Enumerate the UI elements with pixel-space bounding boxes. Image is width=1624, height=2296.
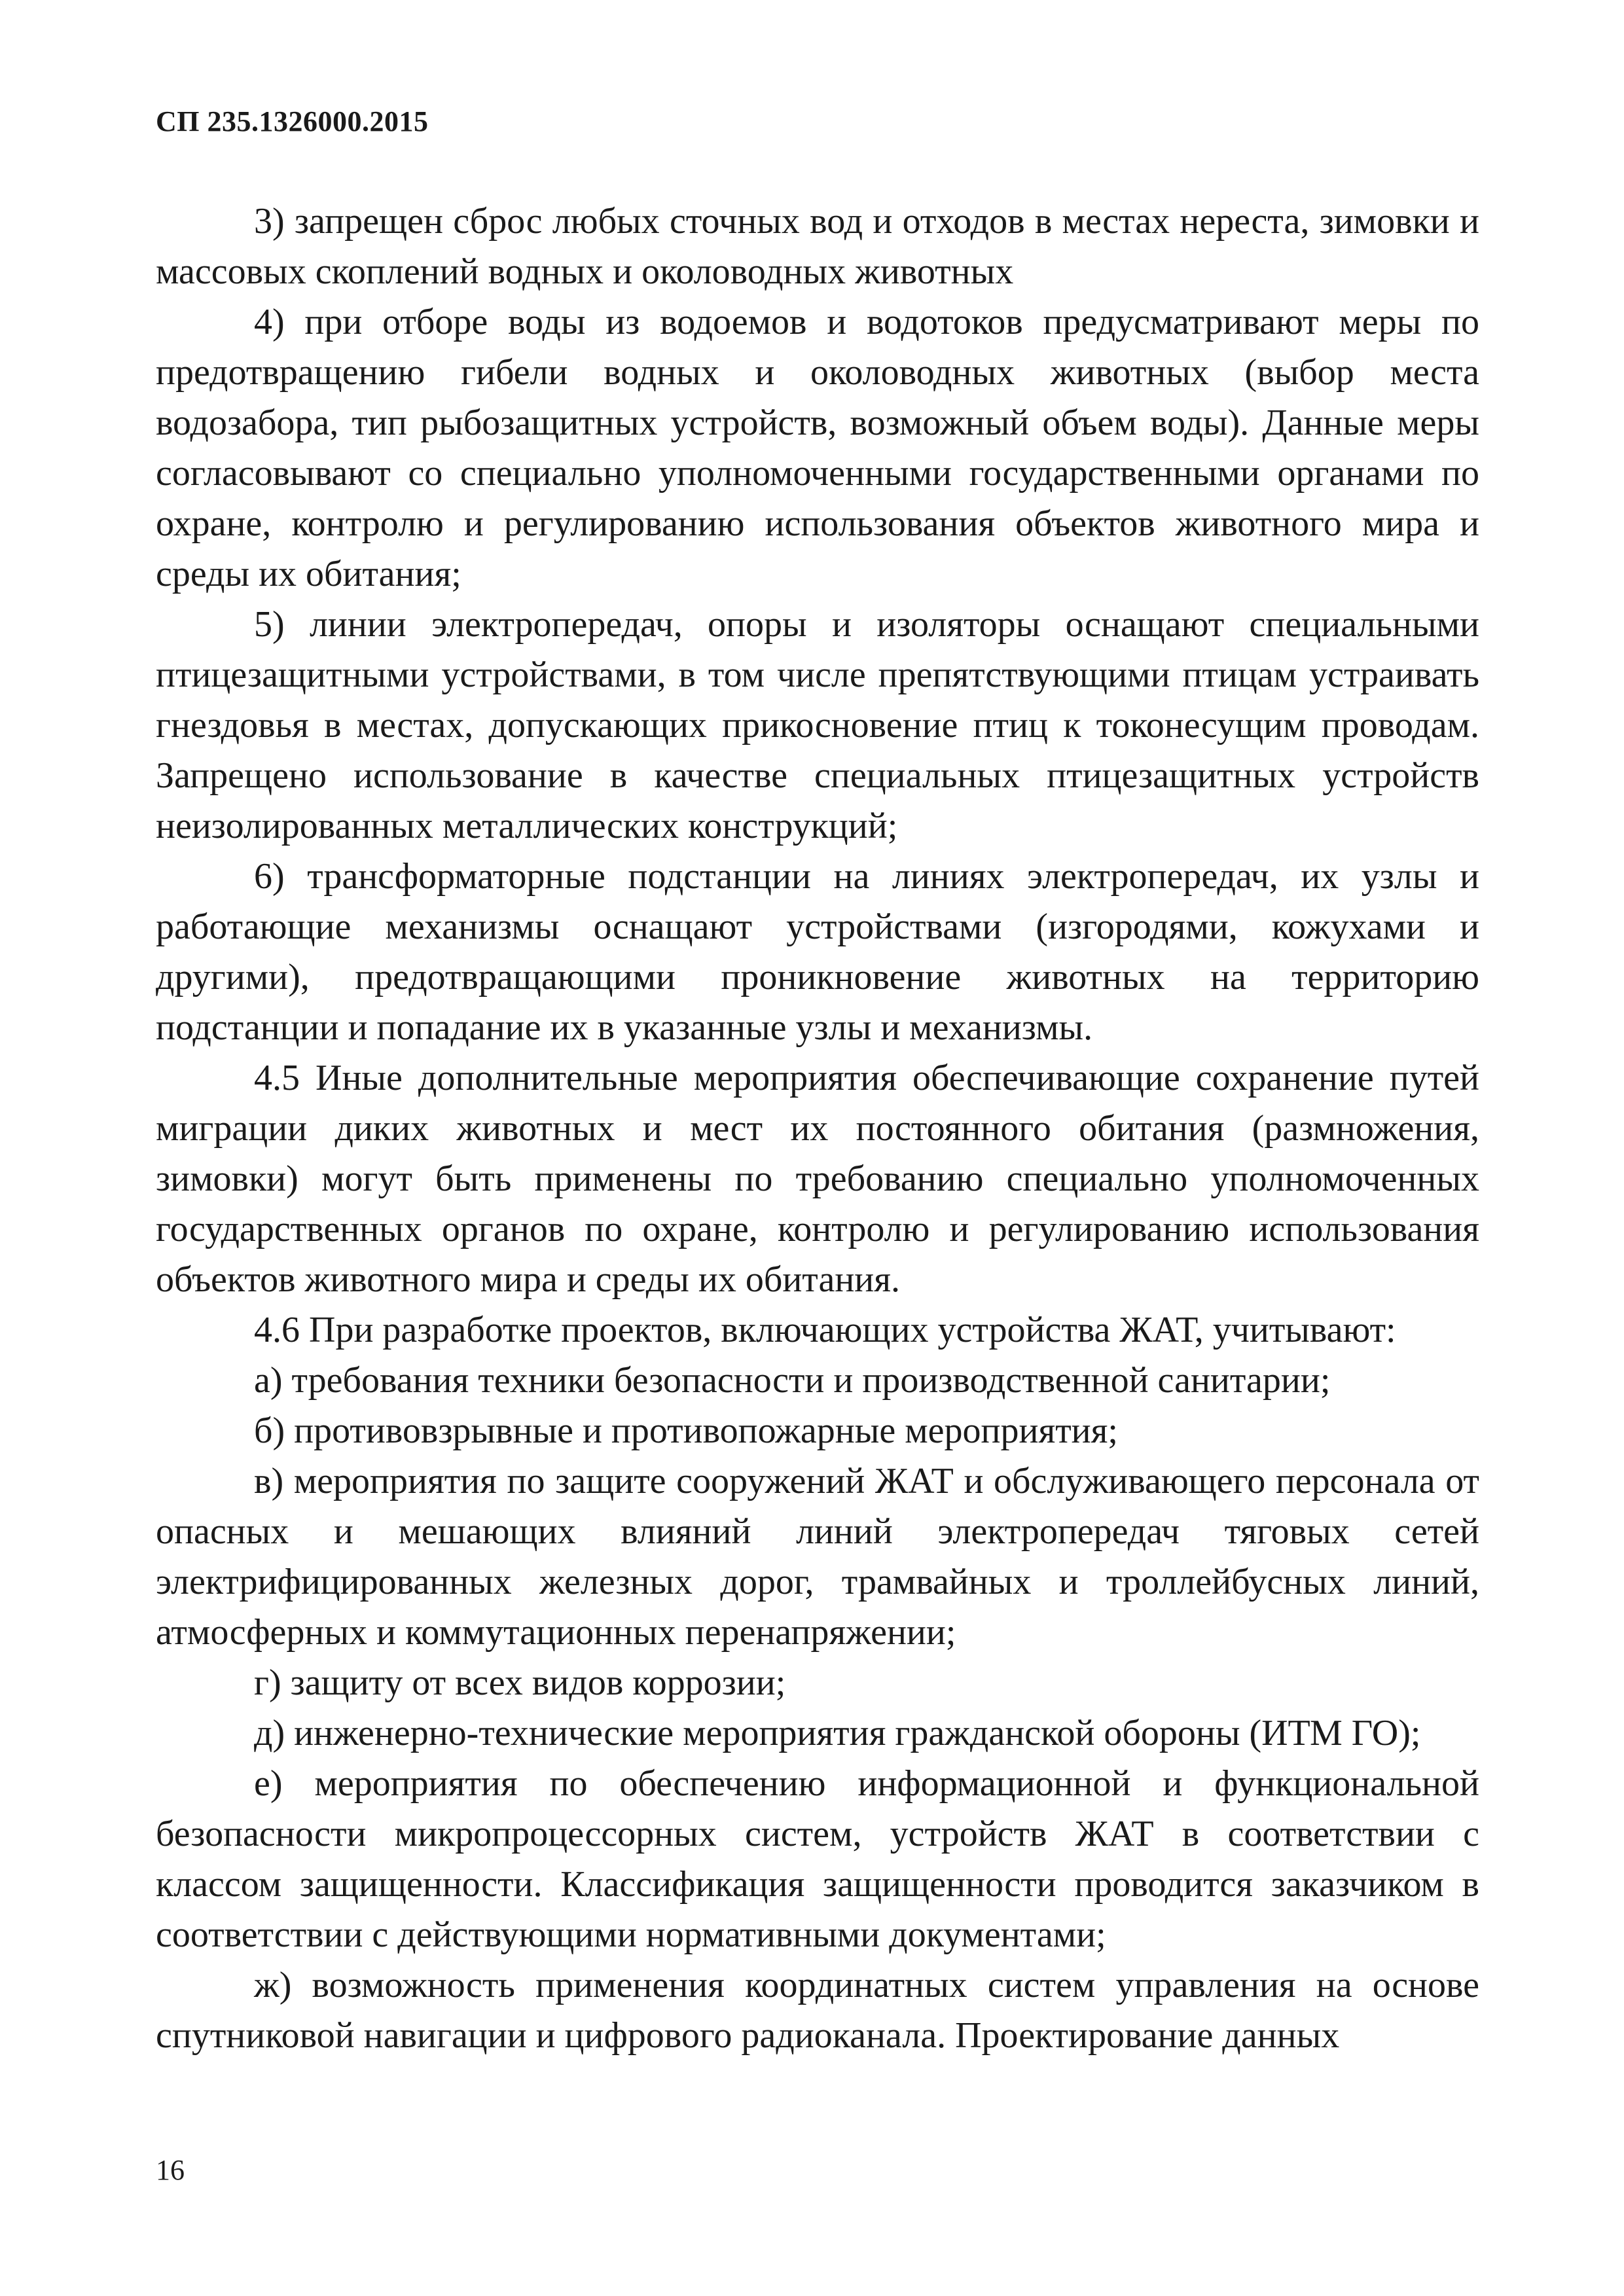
page-number: 16 <box>156 2154 185 2186</box>
paragraph-item-5: 5) линии электропередач, опоры и изоляторы оснащают специальными птицезащитными устройствами, в том числе препятствующими птицам устраивать гнездовья в местах, допускающих прикосновение птиц к токонесущим проводам. Запрещено использование в качестве специальных птицезащитных устройств неизолированных металлических конструкций; <box>156 604 1479 846</box>
paragraph-clause-4-6: 4.6 При разработке проектов, включающих устройства ЖАТ, учитывают: <box>254 1310 1396 1350</box>
paragraph-item-4: 4) при отборе воды из водоемов и водотоков предусматривают меры по предотвращению гибели водных и околоводных животных (выбор места водозабора, тип рыбозащитных устройств, возможный объем воды). Данные меры согласовывают со специально уполномоченными государственными органами по охране, контролю и регулированию использования объектов животного мира и среды их обитания; <box>156 302 1479 594</box>
paragraph-item-g: г) защиту от всех видов коррозии; <box>254 1662 786 1703</box>
paragraph-clause-4-5: 4.5 Иные дополнительные мероприятия обеспечивающие сохранение путей миграции диких животных и мест их постоянного обитания (размножения, зимовки) могут быть применены по требованию специально уполномоченных государственных органов по охране, контролю и регулированию использования объектов животного мира и среды их обитания. <box>156 1058 1479 1300</box>
paragraph-item-v: в) мероприятия по защите сооружений ЖАТ и обслуживающего персонала от опасных и мешающих влияний линий электропередач тяговых сетей электрифицированных железных дорог, трамвайных и троллейбусных линий, атмосферных и коммутационных перенапряжении; <box>156 1461 1479 1653</box>
paragraph-item-zh: ж) возможность применения координатных систем управления на основе спутниковой навигации и цифрового радиоканала. Проектирование данных <box>156 1965 1479 2056</box>
paragraph-item-b: б) противовзрывные и противопожарные мероприятия; <box>254 1410 1118 1451</box>
paragraph-item-a: а) требования техники безопасности и производственной санитарии; <box>254 1360 1331 1401</box>
paragraph-item-6: 6) трансформаторные подстанции на линиях электропередач, их узлы и работающие механизмы оснащают устройствами (изгородями, кожухами и другими), предотвращающими проникновение животных на территорию подстанции и попадание их в указанные узлы и механизмы. <box>156 856 1479 1048</box>
paragraph-item-d: д) инженерно-технические мероприятия гражданской обороны (ИТМ ГО); <box>254 1713 1421 1753</box>
paragraph-item-e: е) мероприятия по обеспечению информационной и функциональной безопасности микропроцессорных систем, устройств ЖАТ в соответствии с классом защищенности. Классификация защищенности проводится заказчиком в соответствии с действующими нормативными документами; <box>156 1763 1479 1955</box>
document-body <box>156 196 1479 2061</box>
document-code-header: СП 235.1326000.2015 <box>156 105 429 137</box>
paragraph-item-3: 3) запрещен сброс любых сточных вод и отходов в местах нереста, зимовки и массовых скоплений водных и околоводных животных <box>156 201 1479 292</box>
